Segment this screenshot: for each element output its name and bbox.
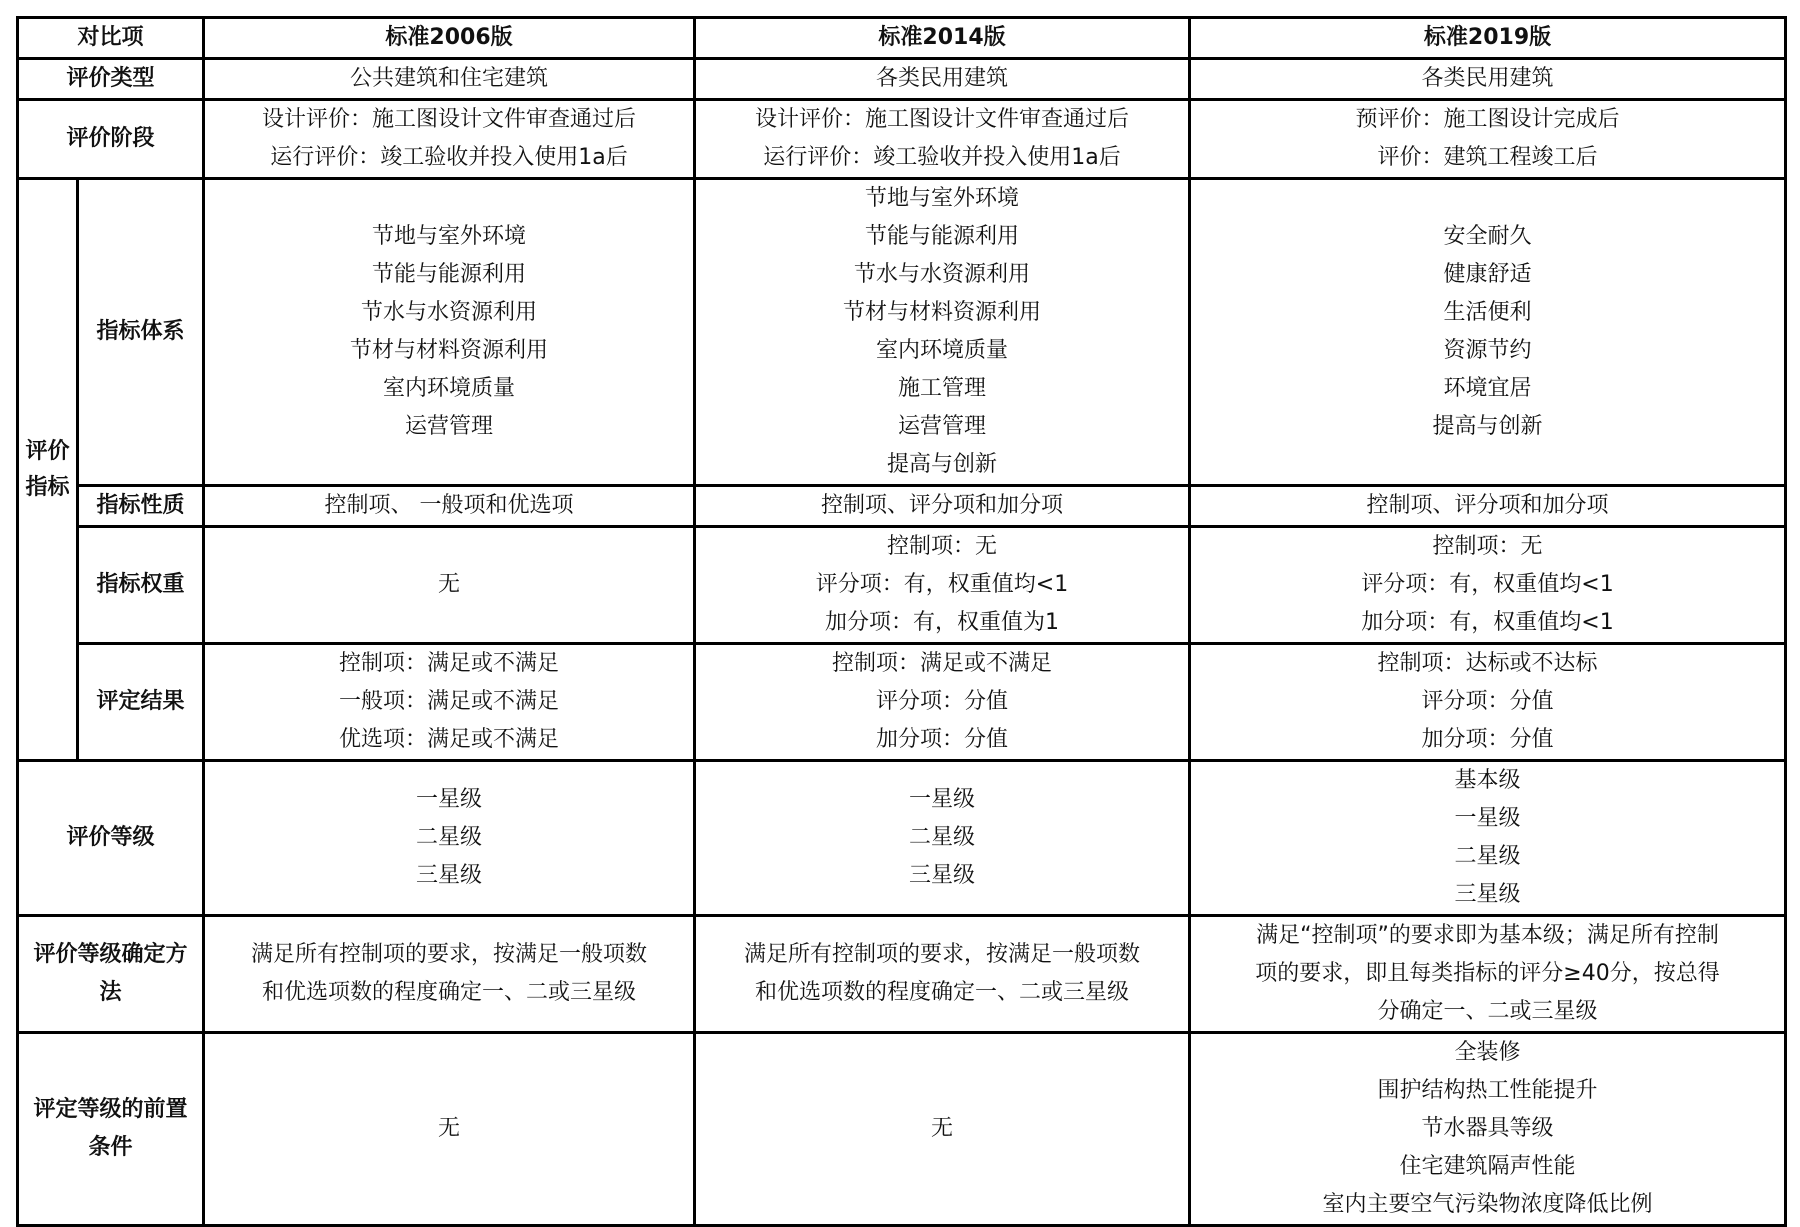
header-row — [18, 18, 1786, 59]
cell-line: 节能与能源利用 — [865, 224, 1020, 249]
cell-type-2014: 各类民用建筑 — [695, 59, 1190, 100]
cell-line: 评分项：有，权重值均<1 — [1361, 572, 1614, 597]
cell-grade-2019 — [1190, 761, 1786, 916]
cell-line: 室内环境质量 — [876, 338, 1009, 363]
cell-stage-2019 — [1190, 100, 1786, 179]
cell-line: 一星级 — [416, 787, 483, 812]
cell-weight-2006 — [204, 527, 695, 644]
cell-line: 无 — [931, 1116, 954, 1141]
cell-line: 满足“控制项”的要求即为基本级；满足所有控制 — [1256, 923, 1719, 948]
cell-type-2019: 各类民用建筑 — [1190, 59, 1786, 100]
cell-stage-2006 — [204, 100, 695, 179]
cell-result-2019 — [1190, 644, 1786, 761]
cell-method-2019 — [1190, 916, 1786, 1033]
cell-line: 三星级 — [416, 863, 483, 888]
cell-line: 室内环境质量 — [383, 376, 516, 401]
label-line: 评价等级确定方 — [33, 942, 188, 967]
cell-line: 节地与室外环境 — [865, 186, 1020, 211]
label-grade-method — [18, 916, 204, 1033]
row-grade-precondition — [18, 1033, 1786, 1226]
cell-line: 环境宜居 — [1443, 376, 1532, 401]
cell-line: 评价：建筑工程竣工后 — [1377, 145, 1598, 170]
cell-line: 评分项：分值 — [876, 689, 1009, 714]
cell-line: 全装修 — [1454, 1040, 1521, 1065]
cell-line: 预评价：施工图设计完成后 — [1355, 107, 1620, 132]
cell-line: 提高与创新 — [1432, 414, 1543, 439]
cell-line: 控制项：满足或不满足 — [832, 651, 1053, 676]
cell-line: 施工管理 — [898, 376, 987, 401]
cell-grade-2006 — [204, 761, 695, 916]
cell-line: 资源节约 — [1443, 338, 1532, 363]
cell-line: 加分项：有，权重值均<1 — [1361, 610, 1614, 635]
cell-weight-2019 — [1190, 527, 1786, 644]
cell-method-2006 — [204, 916, 695, 1033]
cell-system-2014 — [695, 179, 1190, 486]
cell-precondition-2006 — [204, 1033, 695, 1226]
cell-line: 一星级 — [909, 787, 976, 812]
header-2019: 标准2019版 — [1190, 18, 1786, 59]
cell-system-2019 — [1190, 179, 1786, 486]
cell-line: 满足所有控制项的要求，按满足一般项数 — [251, 942, 648, 967]
cell-line: 运营管理 — [898, 414, 987, 439]
label-indicator-nature: 指标性质 — [78, 486, 204, 527]
cell-line: 加分项：分值 — [876, 727, 1009, 752]
cell-line: 节地与室外环境 — [372, 224, 527, 249]
row-evaluation-type — [18, 59, 1786, 100]
cell-line: 优选项：满足或不满足 — [339, 727, 560, 752]
label-evaluation-grade: 评价等级 — [18, 761, 204, 916]
cell-line: 评分项：有，权重值均<1 — [815, 572, 1069, 597]
cell-line: 三星级 — [909, 863, 976, 888]
row-indicator-nature — [18, 486, 1786, 527]
comparison-table — [16, 16, 1787, 1227]
cell-line: 无 — [438, 572, 461, 597]
cell-line: 满足所有控制项的要求，按满足一般项数 — [744, 942, 1141, 967]
cell-line: 运行评价：竣工验收并投入使用1a后 — [763, 145, 1121, 170]
cell-line: 节能与能源利用 — [372, 262, 527, 287]
cell-line: 住宅建筑隔声性能 — [1399, 1154, 1576, 1179]
cell-line: 项的要求，即且每类指标的评分≥40分，按总得 — [1255, 961, 1720, 986]
cell-line: 控制项：满足或不满足 — [339, 651, 560, 676]
row-evaluation-stage — [18, 100, 1786, 179]
cell-line: 分确定一、二或三星级 — [1377, 999, 1598, 1024]
cell-line: 节材与材料资源利用 — [350, 338, 549, 363]
cell-line: 生活便利 — [1443, 300, 1532, 325]
row-grade-method — [18, 916, 1786, 1033]
cell-line: 一星级 — [1454, 806, 1521, 831]
cell-line: 节水器具等级 — [1421, 1116, 1554, 1141]
cell-nature-2006: 控制项、 一般项和优选项 — [204, 486, 695, 527]
label-evaluation-stage: 评价阶段 — [18, 100, 204, 179]
label-line: 法 — [99, 980, 122, 1005]
cell-line: 和优选项数的程度确定一、二或三星级 — [755, 980, 1130, 1005]
cell-line: 评分项：分值 — [1421, 689, 1554, 714]
cell-line: 室内主要空气污染物浓度降低比例 — [1322, 1192, 1653, 1217]
cell-line: 基本级 — [1454, 768, 1521, 793]
cell-line: 加分项：分值 — [1421, 727, 1554, 752]
label-indicator-system: 指标体系 — [78, 179, 204, 486]
cell-line: 围护结构热工性能提升 — [1377, 1078, 1598, 1103]
row-evaluation-grade — [18, 761, 1786, 916]
header-item: 对比项 — [18, 18, 204, 59]
cell-nature-2014: 控制项、评分项和加分项 — [695, 486, 1190, 527]
label-line: 条件 — [88, 1135, 133, 1160]
cell-line: 运行评价：竣工验收并投入使用1a后 — [270, 145, 628, 170]
cell-line: 三星级 — [1454, 882, 1521, 907]
cell-line: 安全耐久 — [1443, 224, 1532, 249]
cell-line: 无 — [438, 1116, 461, 1141]
cell-line: 和优选项数的程度确定一、二或三星级 — [262, 980, 637, 1005]
header-2006: 标准2006版 — [204, 18, 695, 59]
cell-line: 设计评价：施工图设计文件审查通过后 — [755, 107, 1130, 132]
label-indicator-weight: 指标权重 — [78, 527, 204, 644]
label-evaluation-indicators: 评价指标 — [18, 179, 78, 761]
cell-line: 二星级 — [1454, 844, 1521, 869]
cell-weight-2014 — [695, 527, 1190, 644]
cell-line: 节水与水资源利用 — [854, 262, 1031, 287]
cell-line: 健康舒适 — [1443, 262, 1532, 287]
label-grade-precondition — [18, 1033, 204, 1226]
cell-line: 二星级 — [416, 825, 483, 850]
cell-grade-2014 — [695, 761, 1190, 916]
label-assessment-result: 评定结果 — [78, 644, 204, 761]
cell-result-2014 — [695, 644, 1190, 761]
cell-line: 控制项：无 — [1432, 534, 1543, 559]
cell-stage-2014 — [695, 100, 1190, 179]
cell-system-2006 — [204, 179, 695, 486]
cell-precondition-2019 — [1190, 1033, 1786, 1226]
cell-precondition-2014 — [695, 1033, 1190, 1226]
cell-type-2006: 公共建筑和住宅建筑 — [204, 59, 695, 100]
label-evaluation-type: 评价类型 — [18, 59, 204, 100]
cell-method-2014 — [695, 916, 1190, 1033]
cell-line: 二星级 — [909, 825, 976, 850]
cell-line: 节材与材料资源利用 — [843, 300, 1042, 325]
cell-line: 节水与水资源利用 — [361, 300, 538, 325]
cell-line: 设计评价：施工图设计文件审查通过后 — [262, 107, 637, 132]
cell-line: 控制项：无 — [887, 534, 998, 559]
cell-line: 加分项：有，权重值为1 — [825, 610, 1060, 635]
cell-result-2006 — [204, 644, 695, 761]
cell-line: 一般项：满足或不满足 — [339, 689, 560, 714]
cell-nature-2019: 控制项、评分项和加分项 — [1190, 486, 1786, 527]
header-2014: 标准2014版 — [695, 18, 1190, 59]
row-indicator-system — [18, 179, 1786, 486]
cell-line: 运营管理 — [405, 414, 494, 439]
cell-line: 控制项：达标或不达标 — [1377, 651, 1598, 676]
row-assessment-result — [18, 644, 1786, 761]
label-line: 评定等级的前置 — [33, 1097, 188, 1122]
cell-line: 提高与创新 — [887, 452, 998, 477]
row-indicator-weight — [18, 527, 1786, 644]
